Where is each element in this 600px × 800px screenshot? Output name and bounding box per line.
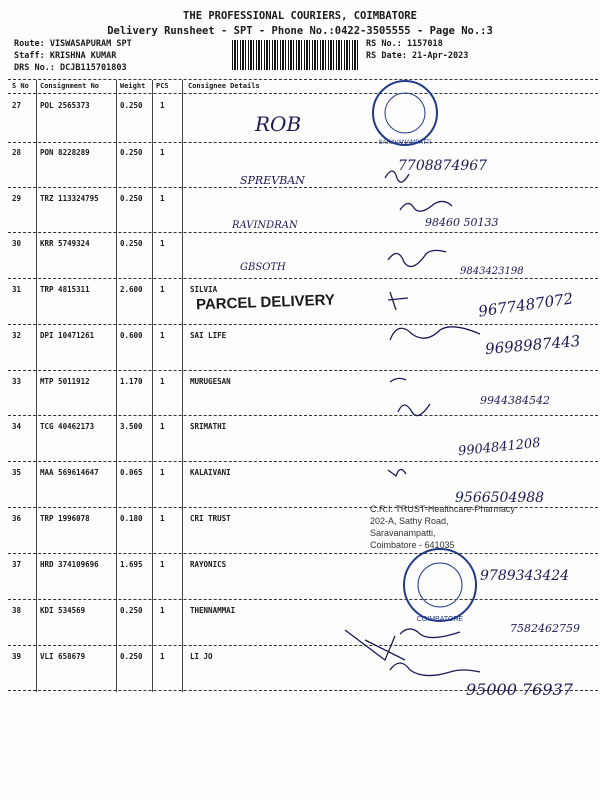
row-consignment: PON 8228289: [40, 148, 90, 157]
column-divider: [8, 93, 598, 94]
company-seal: [400, 545, 480, 625]
row-weight: 1.170: [120, 377, 143, 386]
header-divider: [8, 79, 598, 80]
row-sno: 39: [12, 652, 22, 661]
row-pcs: 1: [160, 514, 165, 523]
row-weight: 0.065: [120, 468, 143, 477]
row-pcs: 1: [160, 377, 165, 386]
handwritten-phone: 9698987443: [484, 331, 582, 359]
row-sno: 33: [12, 377, 22, 386]
row-pcs: 1: [160, 652, 165, 661]
row-consignee: SRIMATHI: [190, 422, 227, 431]
row-divider: [8, 278, 598, 279]
handwritten-phone: 98460 50133: [425, 216, 499, 229]
signature-scribbles: [380, 150, 490, 530]
row-pcs: 1: [160, 468, 165, 477]
row-sno: 38: [12, 606, 22, 615]
handwritten-name: GBSOTH: [240, 262, 286, 273]
handwritten-name: RAVINDRAN: [232, 220, 298, 231]
row-consignee: LI JO: [190, 652, 213, 661]
row-pcs: 1: [160, 422, 165, 431]
row-divider: [8, 415, 598, 416]
parcel-delivery-stamp: PARCEL DELIVERY: [195, 291, 336, 314]
row-sno: 29: [12, 194, 22, 203]
row-consignment: TCG 40462173: [40, 422, 95, 431]
svg-text:COIMBATORE: COIMBATORE: [416, 616, 464, 623]
row-weight: 0.250: [120, 101, 143, 110]
pharmacy-line: Coimbatore - 641035: [370, 540, 455, 550]
svg-text:SARAVANAMPATTI: SARAVANAMPATTI: [378, 140, 432, 146]
runsheet-title: Delivery Runsheet - SPT - Phone No.:0422-3505555 - Page No.:3: [107, 25, 493, 37]
row-sno: 34: [12, 422, 22, 431]
row-weight: 0.600: [120, 331, 143, 340]
handwritten-phone: 7582462759: [510, 622, 580, 635]
row-divider: [8, 324, 598, 325]
rs-date: RS Date: 21-Apr-2023: [366, 51, 469, 61]
row-divider: [8, 461, 598, 462]
row-weight: 2.600: [120, 285, 143, 294]
row-pcs: 1: [160, 331, 165, 340]
row-consignee: CRI TRUST: [190, 514, 231, 523]
row-sno: 36: [12, 514, 22, 523]
pharmacy-line: Saravanampatti,: [370, 528, 436, 538]
col-consignment: Consignment No: [40, 82, 100, 90]
row-weight: 0.180: [120, 514, 143, 523]
row-divider: [8, 232, 598, 233]
row-sno: 31: [12, 285, 22, 294]
barcode-image: [232, 40, 360, 70]
final-signature: [340, 620, 490, 690]
row-consignee: MURUGESAN: [190, 377, 231, 386]
col-rule: [152, 80, 153, 692]
row-weight: 0.250: [120, 194, 143, 203]
row-weight: 1.695: [120, 560, 143, 569]
row-sno: 27: [12, 101, 22, 110]
col-rule: [182, 80, 183, 692]
row-weight: 0.250: [120, 148, 143, 157]
rs-number: RS No.: 1157018: [366, 39, 443, 49]
row-sno: 30: [12, 239, 22, 248]
row-consignee: SILVIA: [190, 285, 218, 294]
row-pcs: 1: [160, 101, 165, 110]
route-label: Route: VISWASAPURAM SPT: [14, 39, 132, 49]
row-consignment: MTP 5011912: [40, 377, 90, 386]
col-rule: [116, 80, 117, 692]
col-rule: [36, 80, 37, 692]
row-consignment: VLI 658679: [40, 652, 86, 661]
row-sno: 35: [12, 468, 22, 477]
row-consignment: MAA 569614647: [40, 468, 99, 477]
row-consignee: RAYONICS: [190, 560, 227, 569]
handwritten-name: ROB: [255, 112, 302, 136]
drs-label: DRS No.: DCJB115701803: [14, 63, 127, 73]
row-pcs: 1: [160, 148, 165, 157]
handwritten-phone: 9843423198: [460, 266, 524, 277]
row-sno: 28: [12, 148, 22, 157]
row-consignment: POL 2565373: [40, 101, 90, 110]
row-divider: [8, 599, 598, 600]
row-weight: 0.250: [120, 652, 143, 661]
row-divider: [8, 645, 598, 646]
handwritten-phone: 95000 76937: [466, 680, 573, 699]
row-pcs: 1: [160, 285, 165, 294]
row-consignee: SAI LIFE: [190, 331, 227, 340]
seal-stamp: [370, 78, 440, 148]
pharmacy-stamp: [370, 503, 515, 551]
handwritten-phone: 9677487072: [477, 289, 575, 321]
handwritten-phone: 9904841208: [457, 435, 542, 460]
row-pcs: 1: [160, 194, 165, 203]
pharmacy-line: C.R.I. TRUST-Healthcare-Pharmacy: [370, 504, 515, 514]
row-consignment: TRZ 113324795: [40, 194, 99, 203]
row-divider: [8, 142, 598, 143]
col-weight: Weight: [120, 82, 146, 90]
company-title: THE PROFESSIONAL COURIERS, COIMBATORE: [183, 10, 417, 22]
row-pcs: 1: [160, 239, 165, 248]
row-weight: 0.250: [120, 239, 143, 248]
row-consignee: KALAIVANI: [190, 468, 231, 477]
handwritten-phone: 9789343424: [480, 568, 570, 584]
row-weight: 0.250: [120, 606, 143, 615]
row-consignment: KDI 534569: [40, 606, 86, 615]
row-divider: [8, 187, 598, 188]
pharmacy-line: 202-A, Sathy Road,: [370, 516, 449, 526]
row-weight: 3.500: [120, 422, 143, 431]
row-sno: 32: [12, 331, 22, 340]
handwritten-phone: 9944384542: [480, 394, 550, 407]
row-consignment: DPI 10471261: [40, 331, 95, 340]
handwritten-phone: 7708874967: [398, 158, 488, 174]
row-sno: 37: [12, 560, 22, 569]
col-pcs: PCS: [156, 82, 169, 90]
handwritten-name: SPREVBAN: [240, 174, 305, 187]
col-sno: S No: [12, 82, 29, 90]
handwritten-phone: 9566504988: [455, 490, 545, 506]
row-pcs: 1: [160, 606, 165, 615]
row-divider: [8, 370, 598, 371]
row-consignment: HRD 374109696: [40, 560, 99, 569]
row-divider: [8, 553, 598, 554]
row-consignment: TRP 1996078: [40, 514, 90, 523]
row-consignment: KRR 5749324: [40, 239, 90, 248]
row-consignee: THENNAMMAI: [190, 606, 236, 615]
staff-label: Staff: KRISHNA KUMAR: [14, 51, 117, 61]
row-consignment: TRP 4815311: [40, 285, 90, 294]
col-consignee: Consignee Details: [188, 82, 260, 90]
row-pcs: 1: [160, 560, 165, 569]
